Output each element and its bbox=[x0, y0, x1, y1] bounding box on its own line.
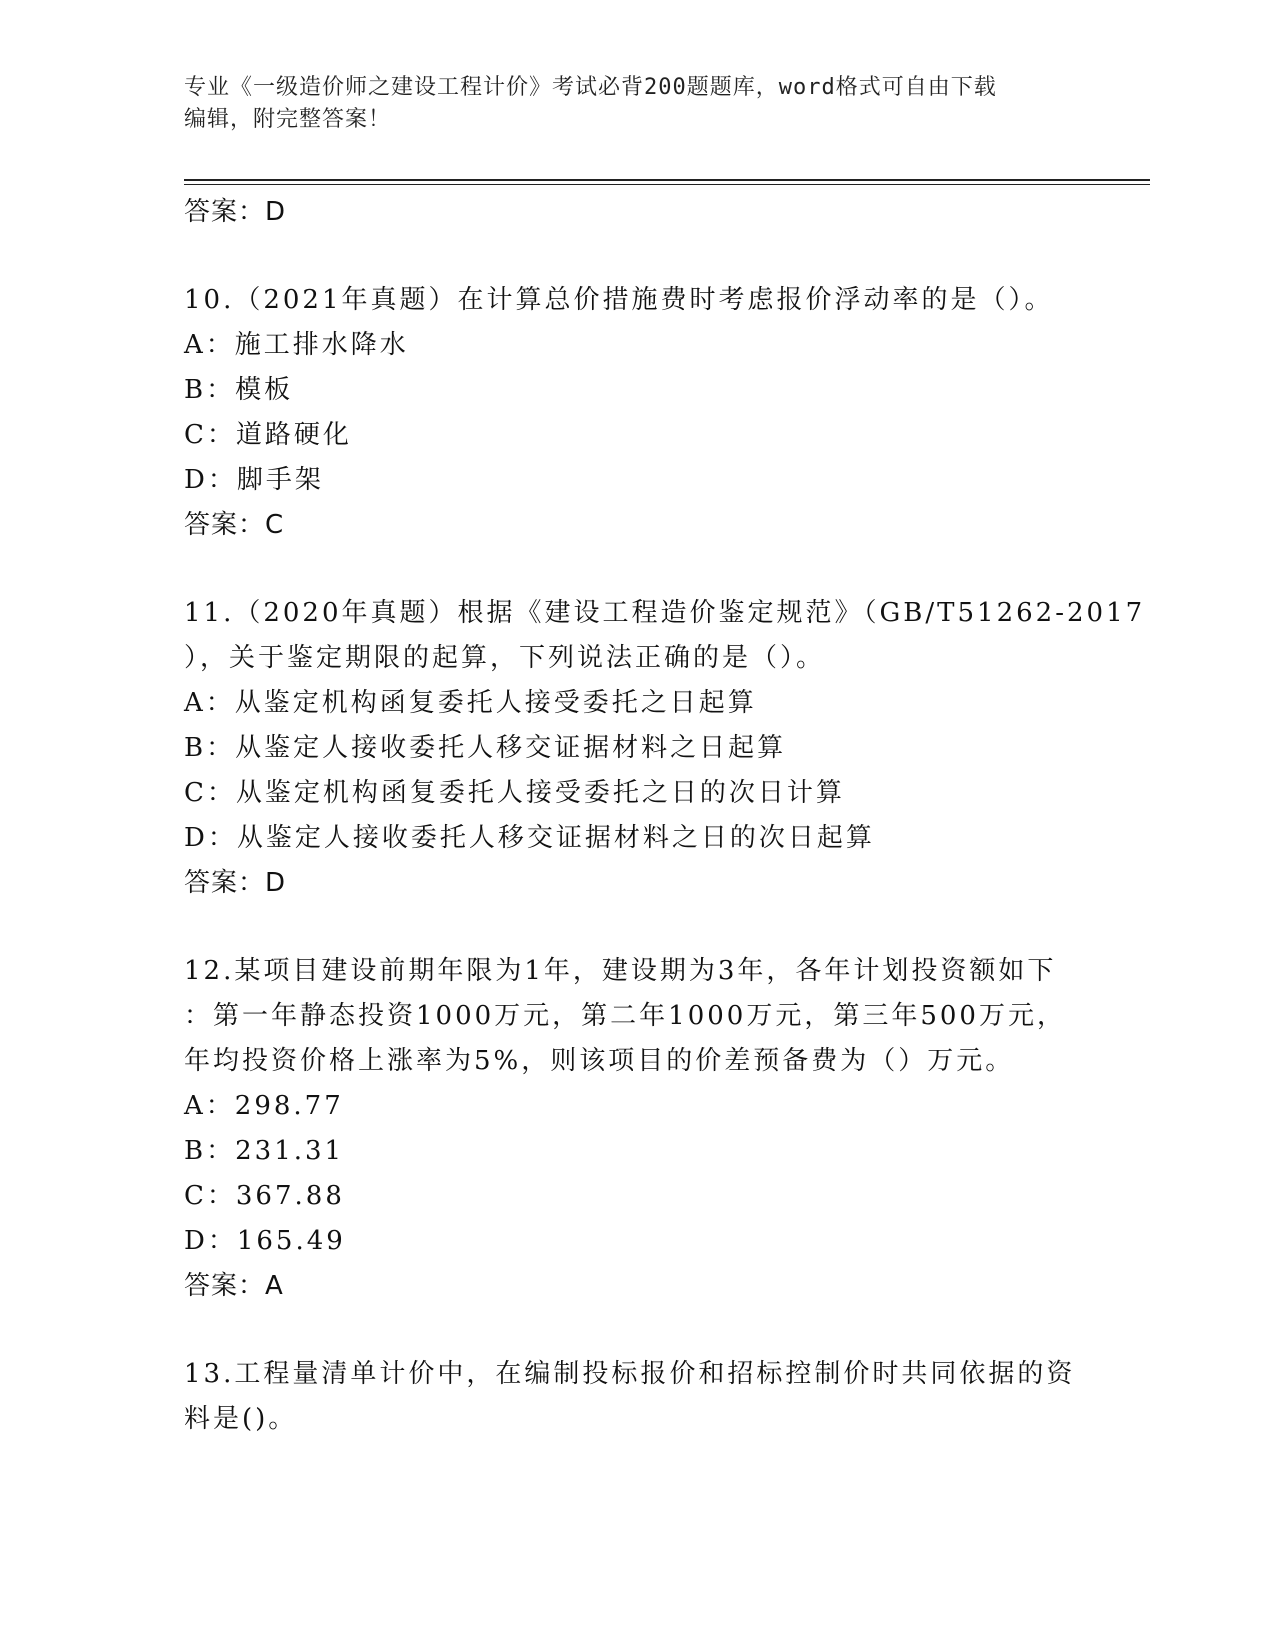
question-block-10 bbox=[184, 278, 1084, 547]
option-c: C：367.88 bbox=[184, 1181, 345, 1211]
question-list bbox=[184, 190, 1146, 1442]
header-line-2: 编辑，附完整答案！ bbox=[184, 107, 392, 132]
option-d: D：从鉴定人接收委托人移交证据材料之日的次日起算 bbox=[184, 823, 875, 853]
page-header bbox=[184, 72, 1064, 136]
header-line-1: 专业《一级造价师之建设工程计价》考试必背200题题库，word格式可自由下载 bbox=[184, 75, 997, 100]
question-block-11 bbox=[184, 591, 1146, 905]
question-block-12 bbox=[184, 949, 1084, 1308]
option-b: B：从鉴定人接收委托人移交证据材料之日起算 bbox=[184, 733, 787, 763]
question-text: 料是()。 bbox=[184, 1404, 298, 1434]
header-divider-thick bbox=[184, 179, 1150, 181]
answer-label: 答案：C bbox=[184, 510, 285, 540]
header-divider-thin bbox=[184, 184, 1150, 185]
question-text: 年均投资价格上涨率为5%，则该项目的价差预备费为（）万元。 bbox=[184, 1046, 1015, 1076]
option-a: A：298.77 bbox=[184, 1091, 344, 1121]
option-b: B：231.31 bbox=[184, 1136, 345, 1166]
option-c: C：道路硬化 bbox=[184, 420, 352, 450]
question-block-13 bbox=[184, 1352, 1084, 1442]
question-text: ：第一年静态投资1000万元，第二年1000万元，第三年500万元， bbox=[184, 1001, 1066, 1031]
option-d: D：165.49 bbox=[184, 1226, 346, 1256]
question-text: 10.（2021年真题）在计算总价措施费时考虑报价浮动率的是（）。 bbox=[184, 285, 1054, 315]
option-c: C：从鉴定机构函复委托人接受委托之日的次日计算 bbox=[184, 778, 845, 808]
question-text: 13.工程量清单计价中，在编制投标报价和招标控制价时共同依据的资 bbox=[184, 1359, 1076, 1389]
question-text: 11.（2020年真题）根据《建设工程造价鉴定规范》（GB/T51262-2017 bbox=[184, 598, 1146, 628]
question-text: ），关于鉴定期限的起算，下列说法正确的是（）。 bbox=[184, 643, 826, 673]
option-d: D：脚手架 bbox=[184, 465, 324, 495]
option-a: A：从鉴定机构函复委托人接受委托之日起算 bbox=[184, 688, 757, 718]
answer-label: 答案：A bbox=[184, 1271, 284, 1301]
question-text: 12.某项目建设前期年限为1年，建设期为3年，各年计划投资额如下 bbox=[184, 956, 1057, 986]
option-b: B：模板 bbox=[184, 375, 294, 405]
option-a: A：施工排水降水 bbox=[184, 330, 409, 360]
answer-label: 答案：D bbox=[184, 197, 287, 227]
answer-label: 答案：D bbox=[184, 868, 287, 898]
